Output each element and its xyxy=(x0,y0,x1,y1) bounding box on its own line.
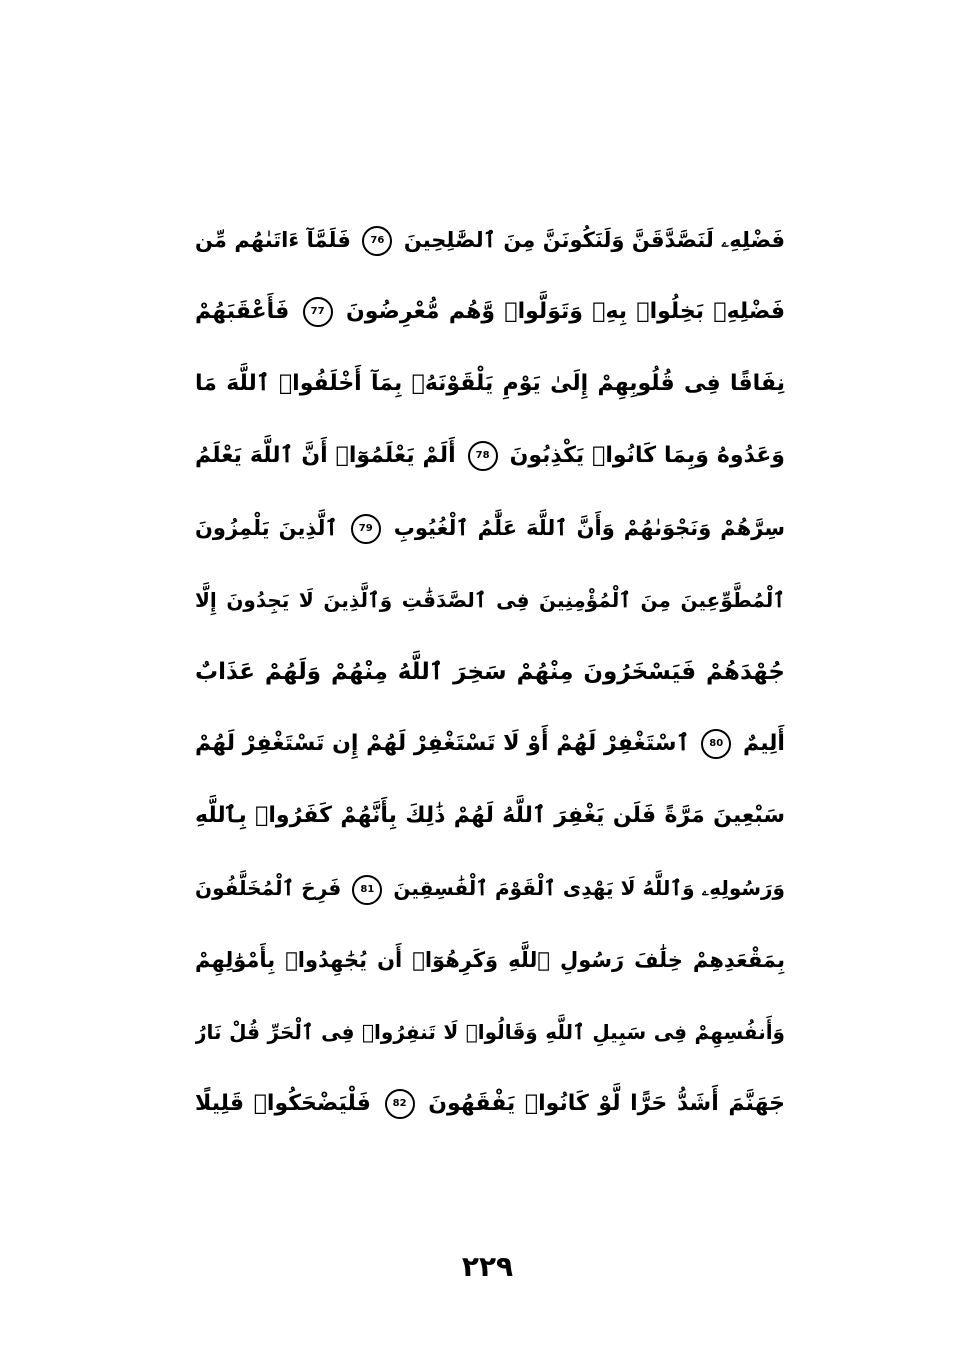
text-line xyxy=(195,426,785,486)
verse-text: سَبْعِينَ مَرَّةً فَلَن يَغْفِرَ ٱللَّهُ لَهُمْ ذَٰلِكَ بِأَنَّهُمْ كَفَرُوا۟ بِٱللَّهِ xyxy=(195,803,785,828)
verse-text: وَرَسُولِهِۦ وَٱللَّهُ لَا يَهْدِى ٱلْقَوْمَ ٱلْفَٰسِقِينَ xyxy=(393,876,785,900)
verse-text: جَهَنَّمَ أَشَدُّ حَرًّا لَّوْ كَانُوا۟ يَفْقَهُونَ xyxy=(428,1091,785,1116)
text-line xyxy=(195,786,785,846)
text-line xyxy=(195,282,785,342)
verse-text: سِرَّهُمْ وَنَجْوَىٰهُمْ وَأَنَّ ٱللَّهَ عَلَّٰمُ ٱلْغُيُوبِ xyxy=(393,516,785,540)
text-line xyxy=(195,1074,785,1134)
verse-text: جُهْدَهُمْ فَيَسْخَرُونَ مِنْهُمْ سَخِرَ ٱللَّهُ مِنْهُمْ وَلَهُمْ عَذَابٌ xyxy=(195,659,785,685)
verse-text: أَلَمْ يَعْلَمُوٓا۟ أَنَّ ٱللَّهَ يَعْلَمُ xyxy=(195,443,456,468)
verse-text: وَأَنفُسِهِمْ فِى سَبِيلِ ٱللَّهِ وَقَالُوا۟ لَا تَنفِرُوا۟ فِى ٱلْحَرِّ قُلْ نَارُ xyxy=(195,1020,785,1044)
verse-text: فَلْيَضْحَكُوا۟ قَلِيلًا xyxy=(195,1091,371,1116)
quran-text-block xyxy=(195,200,785,1145)
text-line xyxy=(195,930,785,990)
verse-text: فَلَمَّآ ءَاتَىٰهُم مِّن xyxy=(195,228,351,252)
text-line xyxy=(195,642,785,702)
ayah-number-marker: 82 xyxy=(385,1089,415,1119)
ayah-number-marker: 81 xyxy=(352,875,382,905)
ayah-number-marker: 77 xyxy=(303,297,333,327)
verse-text: فَضْلِهِۦ لَنَصَّدَّقَنَّ وَلَنَكُونَنَّ مِنَ ٱلصَّٰلِحِينَ xyxy=(403,228,785,252)
ayah-number-marker: 76 xyxy=(362,226,392,256)
page-number: ٢٢٩ xyxy=(461,1250,514,1283)
verse-text: وَعَدُوهُ وَبِمَا كَانُوا۟ يَكْذِبُونَ xyxy=(509,443,785,468)
verse-text: فَأَعْقَبَهُمْ xyxy=(195,299,290,324)
verse-text: أَلِيمٌ xyxy=(742,731,785,756)
ayah-number-marker: 79 xyxy=(351,514,381,544)
ayah-number-marker: 80 xyxy=(701,729,731,759)
text-line xyxy=(195,354,785,414)
verse-text: ٱلْمُطَّوِّعِينَ مِنَ ٱلْمُؤْمِنِينَ فِى ٱلصَّدَقَٰتِ وَٱلَّذِينَ لَا يَجِدُونَ إِلَّا xyxy=(195,588,785,612)
ayah-number-marker: 78 xyxy=(468,441,498,471)
verse-text: ٱسْتَغْفِرْ لَهُمْ أَوْ لَا تَسْتَغْفِرْ لَهُمْ إِن تَسْتَغْفِرْ لَهُمْ xyxy=(195,731,690,756)
verse-text: نِفَاقًا فِى قُلُوبِهِمْ إِلَىٰ يَوْمِ يَلْقَوْنَهُۥ بِمَآ أَخْلَفُوا۟ ٱللَّهَ مَا xyxy=(195,371,785,396)
verse-text: بِمَقْعَدِهِمْ خِلَٰفَ رَسُولِ ٱللَّهِ وَكَرِهُوٓا۟ أَن يُجَٰهِدُوا۟ بِأَمْوَٰلِهِمْ xyxy=(195,948,785,972)
text-line xyxy=(195,858,785,918)
verse-text: فَرِحَ ٱلْمُخَلَّفُونَ xyxy=(195,876,342,900)
text-line xyxy=(195,570,785,630)
text-line xyxy=(195,210,785,270)
text-line xyxy=(195,498,785,558)
verse-text: ٱلَّذِينَ يَلْمِزُونَ xyxy=(195,516,338,540)
text-line xyxy=(195,714,785,774)
text-line xyxy=(195,1002,785,1062)
verse-text: فَضْلِهِۦ بَخِلُوا۟ بِهِۦ وَتَوَلَّوا۟ وَّهُم مُّعْرِضُونَ xyxy=(345,299,785,324)
